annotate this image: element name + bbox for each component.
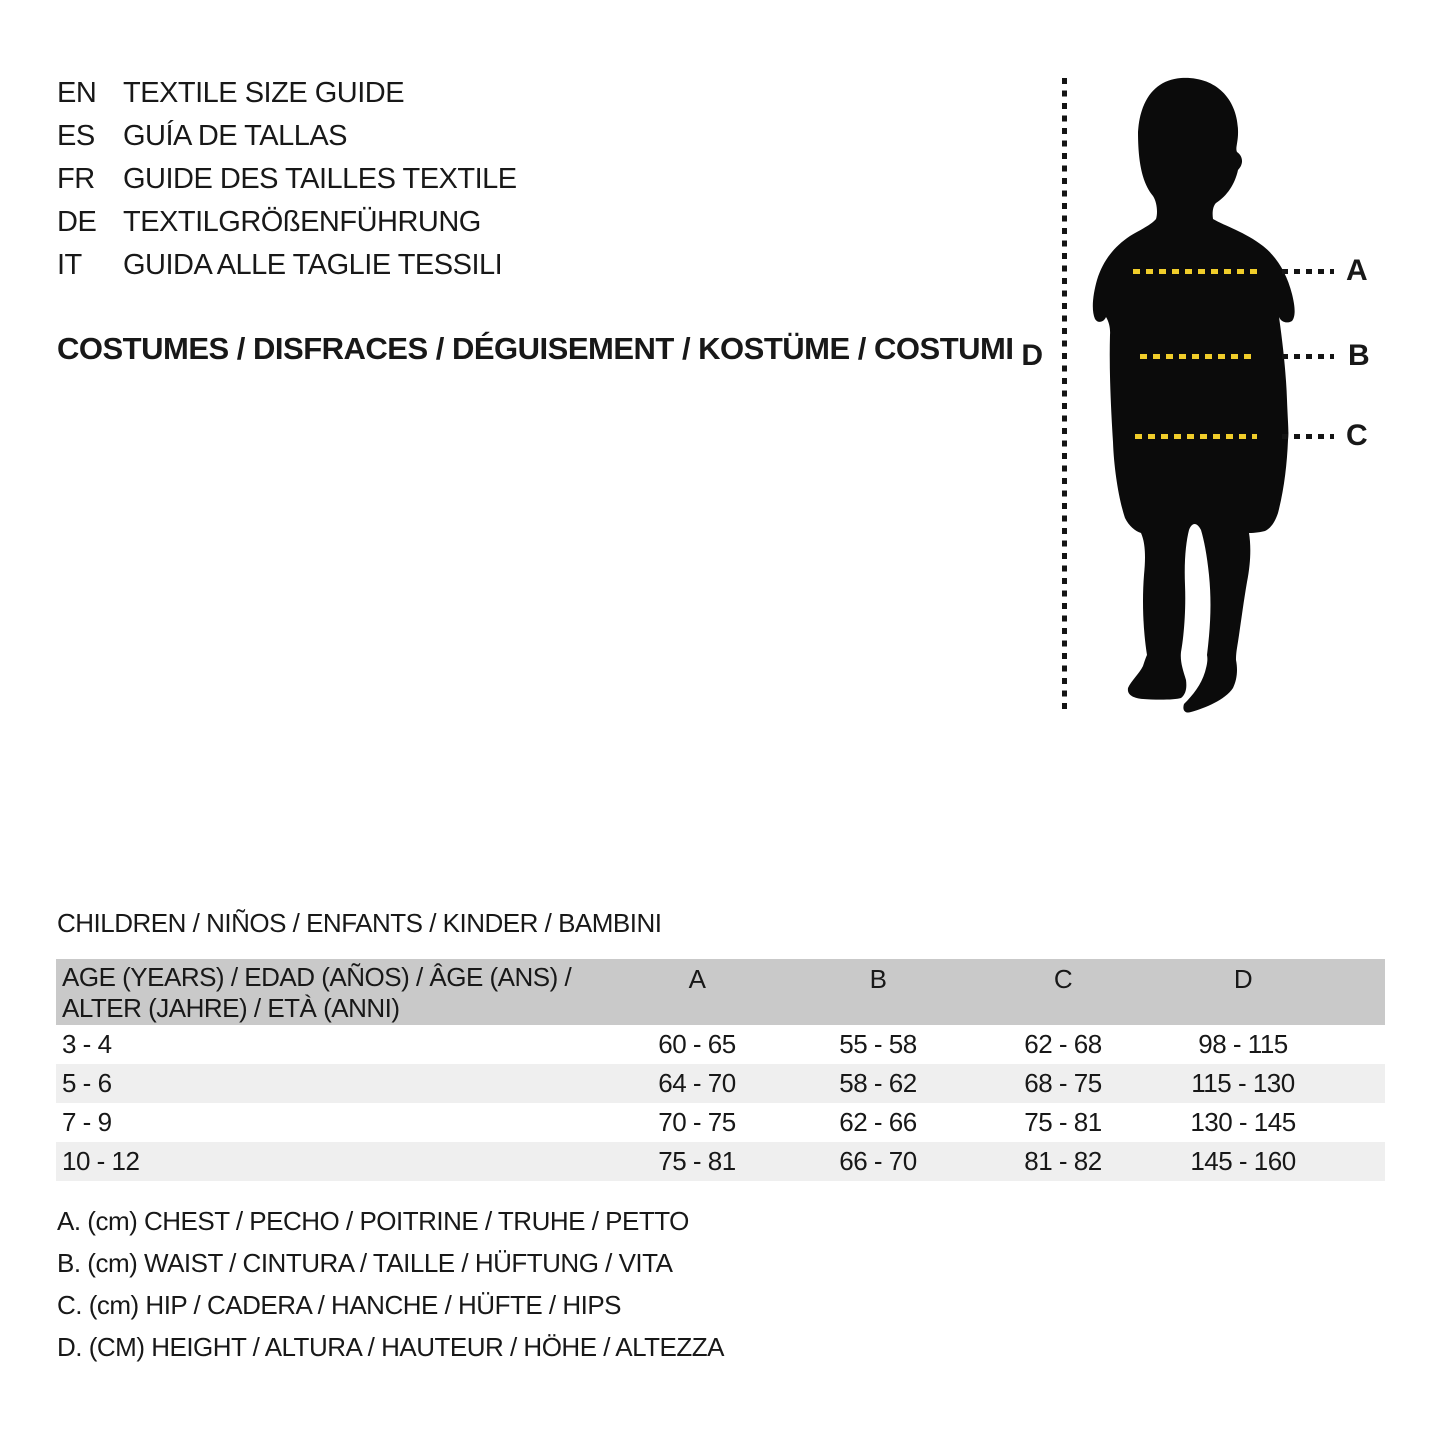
legend-waist: B. (cm) WAIST / CINTURA / TAILLE / HÜFTUNG / VITA	[57, 1248, 673, 1278]
waist-cell: 62 - 66	[839, 1107, 917, 1137]
height-cell: 115 - 130	[1191, 1068, 1295, 1098]
age-cell: 10 - 12	[62, 1146, 140, 1176]
language-title: GUIDE DES TAILLES TEXTILE	[123, 163, 517, 195]
chest-cell: 75 - 81	[658, 1146, 736, 1176]
table-header-row	[56, 959, 1385, 1025]
measure-label-b: B	[1348, 339, 1370, 372]
table-row	[56, 1025, 1385, 1064]
legend-height: D. (CM) HEIGHT / ALTURA / HAUTEUR / HÖHE / ALTEZZA	[57, 1332, 724, 1362]
age-cell: 7 - 9	[62, 1107, 112, 1137]
table-row	[56, 1142, 1385, 1181]
height-measure-line	[1062, 78, 1067, 714]
hip-connector-line	[1282, 434, 1334, 439]
measurement-legend	[57, 1200, 724, 1368]
age-cell: 5 - 6	[62, 1068, 112, 1098]
chest-cell: 64 - 70	[658, 1068, 736, 1098]
age-header-line2: ALTER (JAHRE) / ETÀ (ANNI)	[62, 993, 400, 1023]
hip-cell: 68 - 75	[1024, 1068, 1102, 1098]
measure-label-d: D	[1021, 339, 1043, 372]
language-row-fr	[57, 158, 517, 201]
hip-cell: 62 - 68	[1024, 1029, 1102, 1059]
height-cell: 98 - 115	[1198, 1029, 1288, 1059]
height-cell: 130 - 145	[1190, 1107, 1296, 1137]
legend-hip: C. (cm) HIP / CADERA / HANCHE / HÜFTE / HIPS	[57, 1290, 622, 1320]
table-row	[56, 1103, 1385, 1142]
measure-label-a: A	[1346, 254, 1368, 287]
age-cell: 3 - 4	[62, 1029, 112, 1059]
language-code: ES	[57, 120, 95, 152]
language-row-es	[57, 115, 517, 158]
legend-chest: A. (cm) CHEST / PECHO / POITRINE / TRUHE / PETTO	[57, 1206, 689, 1236]
hip-dash-line	[1135, 434, 1257, 439]
column-header-c: C	[1053, 964, 1073, 994]
language-row-de	[57, 201, 517, 244]
section-title-children: CHILDREN / NIÑOS / ENFANTS / KINDER / BAMBINI	[57, 908, 662, 938]
chest-connector-line	[1282, 269, 1334, 274]
child-silhouette	[1085, 70, 1300, 720]
measure-label-c: C	[1346, 419, 1368, 452]
age-header-line1: AGE (YEARS) / EDAD (AÑOS) / ÂGE (ANS) /	[62, 962, 572, 992]
language-title: TEXTILE SIZE GUIDE	[123, 77, 405, 109]
column-header-d: D	[1233, 964, 1253, 994]
language-code: IT	[57, 249, 82, 281]
language-title: GUÍA DE TALLAS	[123, 120, 348, 152]
hip-cell: 75 - 81	[1024, 1107, 1102, 1137]
height-cell: 145 - 160	[1190, 1146, 1296, 1176]
waist-cell: 55 - 58	[839, 1029, 917, 1059]
language-title: GUIDA ALLE TAGLIE TESSILI	[123, 249, 503, 281]
language-code: FR	[57, 163, 95, 195]
column-header-b: B	[869, 964, 887, 994]
table-row	[56, 1064, 1385, 1103]
chest-dash-line	[1133, 269, 1259, 274]
language-code: DE	[57, 206, 97, 238]
waist-connector-line	[1282, 354, 1334, 359]
language-title: TEXTILGRÖßENFÜHRUNG	[123, 206, 481, 238]
waist-dash-line	[1140, 354, 1252, 359]
language-code: EN	[57, 77, 97, 109]
waist-cell: 66 - 70	[839, 1146, 917, 1176]
chest-cell: 70 - 75	[658, 1107, 736, 1137]
category-title: COSTUMES / DISFRACES / DÉGUISEMENT / KOSTÜME / COSTUMI	[57, 331, 1014, 366]
hip-cell: 81 - 82	[1024, 1146, 1102, 1176]
column-header-a: A	[688, 964, 706, 994]
size-table	[56, 959, 1385, 1181]
language-row-en	[57, 72, 517, 115]
language-row-it	[57, 244, 517, 287]
waist-cell: 58 - 62	[839, 1068, 917, 1098]
language-title-list	[57, 72, 517, 287]
chest-cell: 60 - 65	[658, 1029, 736, 1059]
